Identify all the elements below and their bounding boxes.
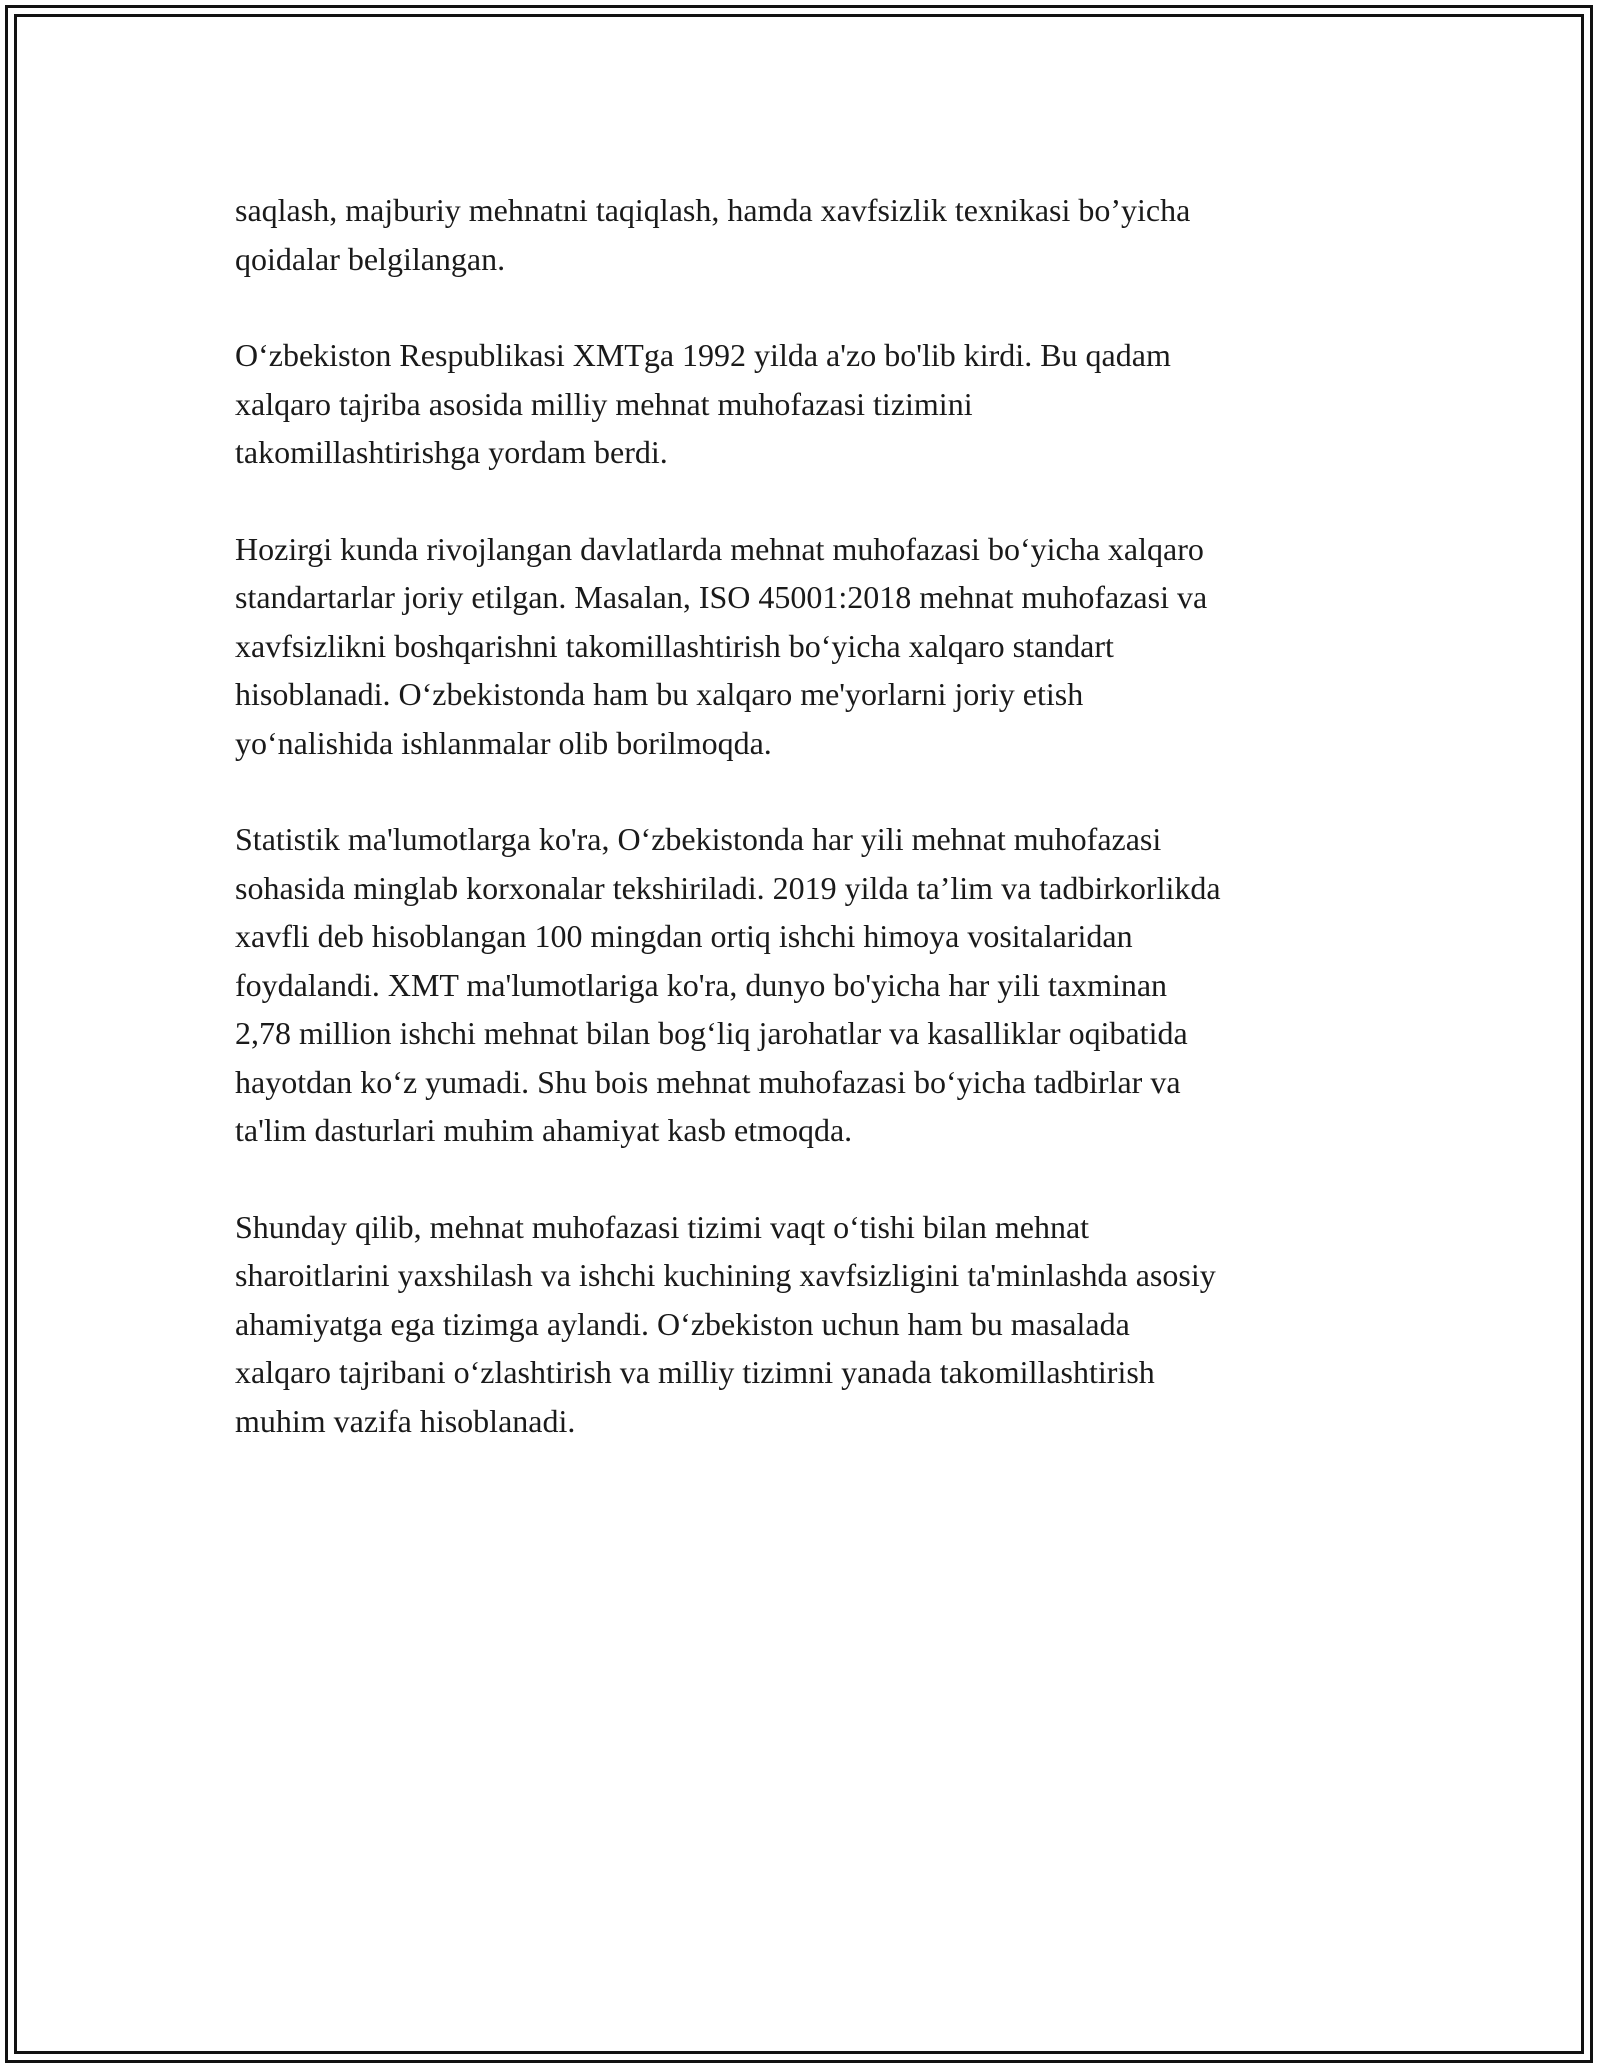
text-line: sohasida minglab korxonalar tekshiriladi. 2019 yilda ta’lim va tadbirkorlikda [235, 869, 1221, 906]
text-line: Statistik ma'lumotlarga ko'ra, O‘zbekistonda har yili mehnat muhofazasi [235, 821, 1162, 857]
text-line: ahamiyatga ega tizimga aylandi. O‘zbekiston uchun ham bu masalada [235, 1305, 1130, 1342]
text-line: hisoblanadi. O‘zbekistonda ham bu xalqaro me'yorlarni joriy etish [235, 676, 1084, 712]
text-line: xalqaro tajribani o‘zlashtirish va milliy tizimni yanada takomillashtirish [235, 1354, 1155, 1390]
paragraph-4 [235, 815, 1385, 1155]
text-line: xalqaro tajriba asosida milliy mehnat muhofazasi tizimini [235, 385, 973, 422]
text-line: Hozirgi kunda rivojlangan davlatlarda mehnat muhofazasi bo‘yicha xalqaro [235, 530, 1204, 567]
text-line: yo‘nalishida ishlanmalar olib borilmoqda. [235, 724, 772, 761]
text-line: saqlash, majburiy mehnatni taqiqlash, hamda xavfsizlik texnikasi bo’yicha [235, 192, 1191, 228]
text-line: muhim vazifa hisoblanadi. [235, 1402, 576, 1439]
text-line: 2,78 million ishchi mehnat bilan bog‘liq jarohatlar va kasalliklar oqibatida [235, 1015, 1188, 1051]
text-line: standartarlar joriy etilgan. Masalan, ISO 45001:2018 mehnat muhofazasi va [235, 579, 1208, 615]
text-line: xavfli deb hisoblangan 100 mingdan ortiq ishchi himoya vositalaridan [235, 918, 1133, 954]
text-line: xavfsizlikni boshqarishni takomillashtirish bo‘yicha xalqaro standart [235, 627, 1114, 664]
paragraph-5 [235, 1203, 1385, 1446]
paragraph-1 [235, 186, 1385, 283]
text-line: qoidalar belgilangan. [235, 240, 506, 277]
document-body [235, 186, 1385, 1493]
text-line: foydalandi. XMT ma'lumotlariga ko'ra, dunyo bo'yicha har yili taxminan [235, 966, 1168, 1003]
text-line: O‘zbekiston Respublikasi XMTga 1992 yilda a'zo bo'lib kirdi. Bu qadam [235, 337, 1171, 373]
text-line: takomillashtirishga yordam berdi. [235, 434, 668, 470]
text-line: ta'lim dasturlari muhim ahamiyat kasb etmoqda. [235, 1112, 853, 1148]
text-line: sharoitlarini yaxshilash va ishchi kuchining xavfsizligini ta'minlashda asosiy [235, 1257, 1216, 1293]
paragraph-2 [235, 331, 1385, 477]
text-line: hayotdan ko‘z yumadi. Shu bois mehnat muhofazasi bo‘yicha tadbirlar va [235, 1063, 1181, 1100]
paragraph-3 [235, 525, 1385, 768]
text-line: Shunday qilib, mehnat muhofazasi tizimi vaqt o‘tishi bilan mehnat [235, 1208, 1090, 1245]
